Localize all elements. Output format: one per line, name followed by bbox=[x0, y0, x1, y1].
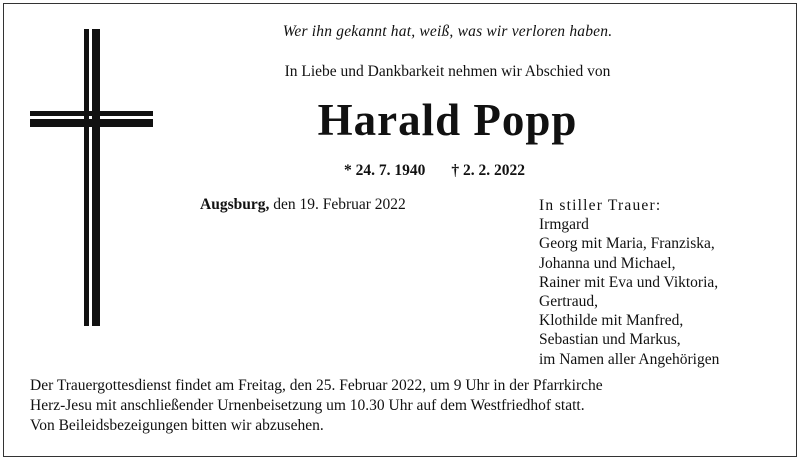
mourner-line: Klothilde mit Manfred, bbox=[539, 312, 684, 330]
service-line: Der Trauergottesdienst findet am Freitag, den 25. Februar 2022, um 9 Uhr in der Pfarrkirche bbox=[30, 377, 603, 394]
mourner-line: Rainer mit Eva und Viktoria, bbox=[539, 273, 719, 291]
birth-date: * 24. 7. 1940 bbox=[344, 162, 426, 179]
place-and-date bbox=[200, 196, 406, 214]
death-date: † 2. 2. 2022 bbox=[451, 162, 525, 179]
service-info bbox=[30, 376, 780, 436]
place-name: Augsburg, bbox=[200, 196, 270, 213]
farewell-intro: In Liebe und Dankbarkeit nehmen wir Abschied von bbox=[284, 63, 611, 80]
mourner-line: Georg mit Maria, Franziska, bbox=[539, 235, 715, 253]
mourner-line: Sebastian und Markus, bbox=[539, 331, 681, 349]
mourner-line: Gertraud, bbox=[539, 293, 598, 311]
life-dates bbox=[344, 162, 525, 180]
mourner-line: im Namen aller Angehörigen bbox=[539, 350, 720, 368]
deceased-name: Harald Popp bbox=[317, 95, 578, 145]
mourners-heading: In stiller Trauer: bbox=[539, 197, 662, 214]
mourner-line: Johanna und Michael, bbox=[539, 254, 676, 272]
mourners-list bbox=[539, 196, 719, 369]
mourner-line: Irmgard bbox=[539, 216, 589, 234]
service-line: Herz-Jesu mit anschließender Urnenbeisetzung um 10.30 Uhr auf dem Westfriedhof statt. bbox=[30, 397, 585, 414]
motto-quote: Wer ihn gekannt hat, weiß, was wir verloren haben. bbox=[282, 23, 613, 40]
notice-date: den 19. Februar 2022 bbox=[269, 196, 406, 213]
service-line: Von Beileidsbezeigungen bitten wir abzusehen. bbox=[30, 417, 324, 434]
